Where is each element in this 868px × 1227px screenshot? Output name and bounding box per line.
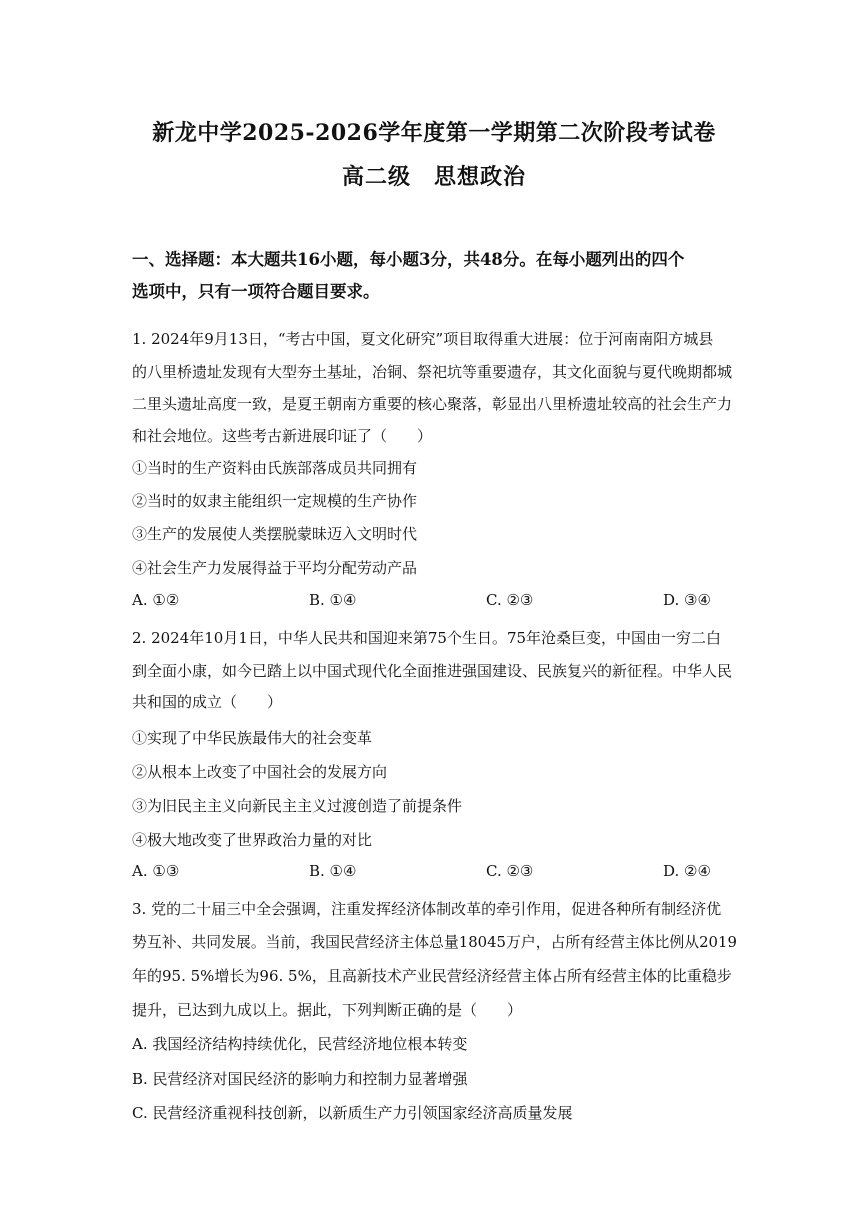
q1-stem-line: 二里头遗址高度一致，是夏王朝南方重要的核心聚落，彰显出八里桥遗址较高的社会生产力 xyxy=(132,395,733,413)
q3-stem-line: 势互补、共同发展。当前，我国民营经济主体总量18045万户，占所有经营主体比例从2019 xyxy=(132,933,737,951)
q3-option-a: A. 我国经济结构持续优化，民营经济地位根本转变 xyxy=(132,1035,468,1053)
section-heading xyxy=(132,244,737,308)
q2-stem-line: 到全面小康，如今已踏上以中国式现代化全面推进强国建设、民族复兴的新征程。中华人民 xyxy=(132,662,733,680)
q1-statement: ②当时的奴隶主能组织一定规模的生产协作 xyxy=(132,492,418,510)
q2-statement: ③为旧民主主义向新民主主义过渡创造了前提条件 xyxy=(132,797,463,815)
q2-statement: ①实现了中华民族最伟大的社会变革 xyxy=(132,729,373,747)
q1-option-c: C. ②③ xyxy=(486,591,534,609)
q3-option-c: C. 民营经济重视科技创新，以新质生产力引领国家经济高质量发展 xyxy=(132,1104,573,1122)
section-heading-line: 选项中，只有一项符合题目要求。 xyxy=(132,282,380,301)
q1-stem-line: 的八里桥遗址发现有大型夯土基址，冶铜、祭祀坑等重要遗存，其文化面貌与夏代晚期都城 xyxy=(132,363,733,381)
exam-subtitle: 高二级 思想政治 xyxy=(341,164,526,190)
q2-option-b: B. ①④ xyxy=(309,862,357,880)
q1-stem-line: 和社会地位。这些考古新进展印证了（ ） xyxy=(132,427,433,445)
q2-stem-line: 共和国的成立（ ） xyxy=(132,693,283,711)
q1-statement: ④社会生产力发展得益于平均分配劳动产品 xyxy=(132,559,418,577)
q1-option-a: A. ①② xyxy=(132,591,180,609)
q2-option-d: D. ②④ xyxy=(663,862,711,880)
q1-statement: ①当时的生产资料由氏族部落成员共同拥有 xyxy=(132,459,418,477)
q3-option-b: B. 民营经济对国民经济的影响力和控制力显著增强 xyxy=(132,1070,468,1088)
section-heading-line: 一、选择题：本大题共16小题，每小题3分，共48分。在每小题列出的四个 xyxy=(132,250,685,269)
q2-statement: ②从根本上改变了中国社会的发展方向 xyxy=(132,763,388,781)
q1-stem-line: 1. 2024年9月13日，“考古中国，夏文化研究”项目取得重大进展：位于河南南阳方城县 xyxy=(132,330,714,348)
q2-option-a: A. ①③ xyxy=(132,862,180,880)
exam-title: 新龙中学2025-2026学年度第一学期第二次阶段考试卷 xyxy=(152,120,716,146)
q1-option-b: B. ①④ xyxy=(309,591,357,609)
q3-stem-line: 提升，已达到九成以上。据此，下列判断正确的是（ ） xyxy=(132,1001,523,1019)
q1-option-d: D. ③④ xyxy=(663,591,711,609)
q2-statement: ④极大地改变了世界政治力量的对比 xyxy=(132,831,373,849)
q3-stem-line: 年的95. 5%增长为96. 5%，且高新技术产业民营经济经营主体占所有经营主体的比重稳步 xyxy=(132,967,732,985)
q2-stem-line: 2. 2024年10月1日，中华人民共和国迎来第75个生日。75年沧桑巨变，中国由一穷二白 xyxy=(132,629,722,647)
q1-statement: ③生产的发展使人类摆脱蒙昧迈入文明时代 xyxy=(132,525,418,543)
q3-stem-line: 3. 党的二十届三中全会强调，注重发挥经济体制改革的牵引作用，促进各种所有制经济优 xyxy=(132,900,722,918)
q2-option-c: C. ②③ xyxy=(486,862,534,880)
